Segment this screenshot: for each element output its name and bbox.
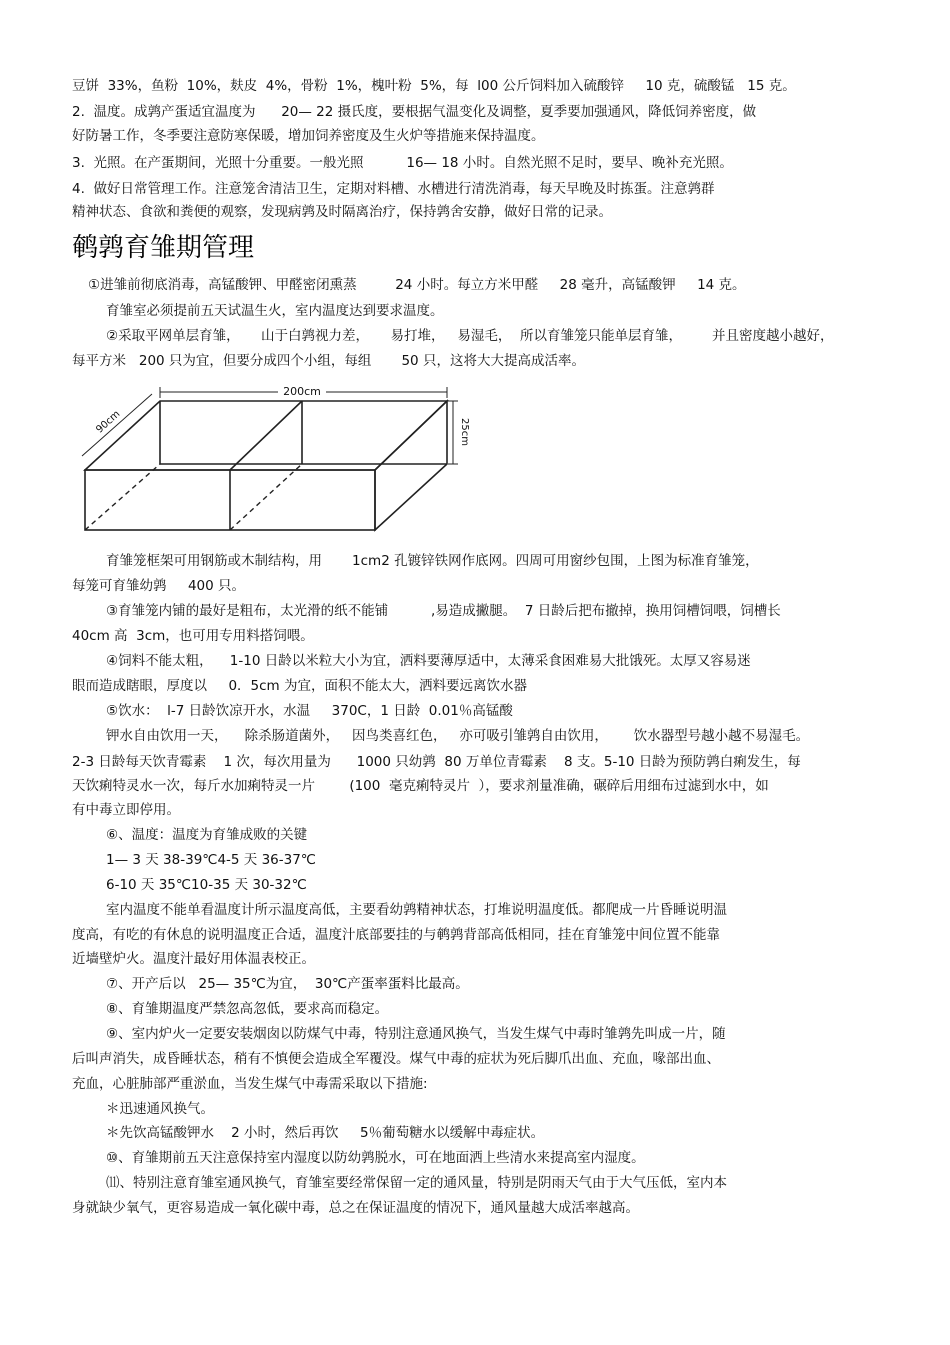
text-line: ⑤饮水： l-7 日龄饮凉开水，水温 370C，1 日龄 0.01％高锰酸 [106,703,513,719]
text-line: 6-10 天 35℃10-35 天 30-32℃ [106,877,307,893]
text-line: 后叫声消失，成昏睡状态，稍有不慎便会造成全军覆没。煤气中毒的症状为死后脚爪出血、充血，喙部出血、 [72,1051,720,1067]
section-title: 鹌鹑育雏期管理 [72,233,255,263]
text-line: ②采取平网单层育雏， 山于白鹑视力差， 易打堆， 易湿毛， 所以育雏笼只能单层育雏， 并且密度越小越好， [106,328,834,344]
text-line: 育雏室必须提前五天试温生火，室内温度达到要求温度。 [106,303,444,319]
text-line: ③育雏笼内铺的最好是粗布，太光滑的纸不能铺 ,易造成撇腿。 7 日龄后把布撤掉，换用饲槽饲喂，饲槽长 [106,603,781,619]
text-line: ⑥、温度：温度为育雏成败的关键 [106,827,308,843]
height-dimension-label: 25cm [459,418,470,446]
width-dimension-label: 90cm [94,408,123,436]
text-line: 40cm 高 3cm，也可用专用料搭饲喂。 [72,628,314,644]
text-line: 3. 光照。在产蛋期间，光照十分重要。一般光照 16— 18 小时。自然光照不足时，要早、晚补充光照。 [72,155,733,171]
text-line: ①进雏前彻底消毒，高锰酸钾、甲醛密闭熏蒸 24 小时。每立方米甲醛 28 毫升，高锰酸钾 14 克。 [88,277,746,293]
text-line: 1— 3 天 38-39℃4-5 天 36-37℃ [106,852,316,868]
brooder-cage-diagram [80,382,470,534]
text-line: 精神状态、食欲和粪便的观察，发现病鹑及时隔离治疗，保持鹑舍安静，做好日常的记录。 [72,204,612,220]
text-line: 近墙壁炉火。温度汁最好用体温表校正。 [72,951,315,967]
text-line: ＊迅速通风换气。 [106,1101,214,1117]
text-line: 育雏笼框架可用钢筋或木制结构，用 1cm2 孔镀锌铁网作底网。四周可用窗纱包围，上图为标准育雏笼， [106,553,759,569]
text-line: 每笼可育雏幼鹑 400 只。 [72,578,246,594]
text-line: 室内温度不能单看温度计所示温度高低，主要看幼鹑精神状态，打堆说明温度低。都爬成一片昏睡说明温 [106,902,727,918]
text-line: 眼而造成瞎眼，厚度以 0．5cm 为宜，面积不能太大，洒料要远离饮水器 [72,678,527,694]
text-line: 身就缺少氧气，更容易造成一氧化碳中毒，总之在保证温度的情况下，通风量越大成活率越高。 [72,1200,639,1216]
text-line: ⑾、特别注意育雏室通风换气，育雏室要经常保留一定的通风量，特别是阴雨天气由于大气压低，室内本 [106,1175,727,1191]
text-line: 充血，心脏肺部严重淤血，当发生煤气中毒需采取以下措施: [72,1076,428,1092]
text-line: 4. 做好日常管理工作。注意笼舍清洁卫生，定期对料槽、水槽进行清洗消毒，每天早晚及时拣蛋。注意鹑群 [72,181,715,197]
text-line: 豆饼 33%，鱼粉 10%，麸皮 4%，骨粉 1%，槐叶粉 5%，每 l00 公斤饲料加入硫酸锌 10 克，硫酸锰 15 克。 [72,78,796,94]
text-line: ⑧、育雏期温度严禁忽高忽低，要求高而稳定。 [106,1001,389,1017]
text-line: 度高，有吃的有休息的说明温度正合适，温度汁底部要挂的与鹌鹑背部高低相同，挂在育雏笼中间位置不能靠 [72,927,720,943]
length-dimension-label: 200cm [283,385,321,398]
text-line: 每平方米 200 只为宜，但要分成四个小组，每组 50 只，这将大大提高成活率。 [72,353,585,369]
text-line: 2-3 日龄每天饮青霉素 1 次，每次用量为 1000 只幼鹑 80 万单位青霉素 8 支。5-10 日龄为预防鹑白痢发生，每 [72,754,801,770]
text-line: 天饮痢特灵水一次，每斤水加痢特灵一片 (100 毫克痢特灵片 ），要求剂量准确，碾碎后用细布过滤到水中，如 [72,778,769,794]
text-line: 好防暑工作，冬季要注意防寒保暖，增加饲养密度及生火炉等措施来保持温度。 [72,128,545,144]
text-line: ⑦、开产后以 25— 35℃为宜， 30℃产蛋率蛋料比最高。 [106,976,469,992]
text-line: ④饲料不能太粗， 1-10 日龄以米粒大小为宜，洒料要薄厚适中，太薄采食困难易大批饿死。太厚又容易迷 [106,653,751,669]
text-line: 2. 温度。成鹑产蛋适宜温度为 20— 22 摄氏度，要根据气温变化及调整，夏季要加强通风，降低饲养密度，做 [72,104,757,120]
text-line: ⑨、室内炉火一定要安装烟囱以防煤气中毒，特别注意通风换气，当发生煤气中毒时雏鹑先叫成一片，随 [106,1026,726,1042]
text-line: ⑩、育雏期前五天注意保持室内湿度以防幼鹑脱水，可在地面洒上些清水来提高室内湿度。 [106,1150,645,1166]
text-line: 钾水自由饮用一天， 除杀肠道菌外， 因鸟类喜红色， 亦可吸引雏鹑自由饮用， 饮水器型号越小越不易湿毛。 [106,728,810,744]
text-line: 有中毒立即停用。 [72,802,180,818]
text-line: ＊先饮高锰酸钾水 2 小时，然后再饮 5％葡萄糖水以缓解中毒症状。 [106,1125,545,1141]
